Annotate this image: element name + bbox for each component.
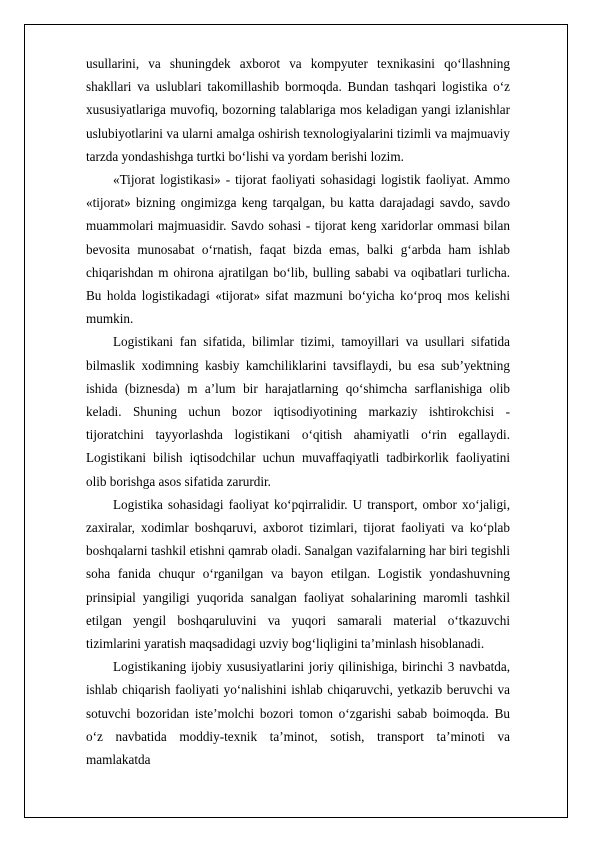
document-body [86, 52, 510, 771]
paragraph-2: «Tijorat logistikasi» - tijorat faoliyati sohasidagi logistik faoliyat. Ammo «tijorat» bizning ongimizga keng tarqalgan, bu katta darajadagi savdo, savdo muammolari majmuasidir. Savdo sohasi - tijorat keng xaridorlar ommasi bilan bevosita munosabat o‘rnatish, faqat bizda emas, balki g‘arbda ham ishlab chiqarishdan m ohirona ajratilgan bo‘lib, bulling sababi va oqibatlari turlicha. Bu holda logistikadagi «tijorat» sifat mazmuni bo‘yicha ko‘proq mos kelishi mumkin. [86, 172, 510, 327]
paragraph-5: Logistikaning ijobiy xususiyatlarini joriy qilinishiga, birinchi 3 navbatda, ishlab chiqarish faoliyati yo‘nalishini ishlab chiqaruvchi, yetkazib beruvchi va sotuvchi bozoridan iste’molchi bozori tomon o‘zgarishi sabab boimoqda. Bu o‘z navbatida moddiy-texnik ta’minot, sotish, transport ta’minoti va mamlakatda [86, 659, 510, 768]
paragraph-3: Logistikani fan sifatida, bilimlar tizimi, tamoyillari va usullari sifatida bilmaslik xodimning kasbiy kamchiliklarini tavsiflaydi, bu esa sub’yektning ishida (biznesda) m a’lum bir harajatlarning qo‘shimcha sarflanishiga olib keladi. Shuning uchun bozor iqtisodiyotining markaziy ishtirokchisi - tijoratchini tayyorlashda logistikani o‘qitish ahamiyatli o‘rin egallaydi. Logistikani bilish iqtisodchilar uchun muvaffaqiyatli tadbirkorlik faoliyatini olib borishga asos sifatida zarurdir. [86, 334, 510, 489]
paragraph-4: Logistika sohasidagi faoliyat ko‘pqirralidir. U transport, ombor xo‘jaligi, zaxiralar, xodimlar boshqaruvi, axborot tizimlari, tijorat faoliyati va ko‘plab boshqalarni tashkil etishni qamrab oladi. Sanalgan vazifalarning har biri tegishli soha fanida chuqur o‘rganilgan va bayon etilgan. Logistik yondashuvning prinsipial yangiligi yuqorida sanalgan faoliyat sohalarining maromli tashkil etilgan yengil boshqaruluvini va yuqori samarali material o‘tkazuvchi tizimlarini yaratish maqsadidagi uzviy bog‘liqligini ta’minlash hisoblanadi. [86, 496, 510, 652]
paragraph-1: usullarini, va shuningdek axborot va kompyuter texnikasini qo‘llashning shakllari va uslublari takomillashib bormoqda. Bundan tashqari logistika o‘z xususiyatlariga muvofiq, bozorning talablariga mos keladigan yangi izlanishlar uslubiyotlarini va ularni amalga oshirish texnologiyalarini tizimli va majmuaviy tarzda yondashishga turtki bo‘lishi va yordam berishi lozim. [86, 56, 510, 164]
